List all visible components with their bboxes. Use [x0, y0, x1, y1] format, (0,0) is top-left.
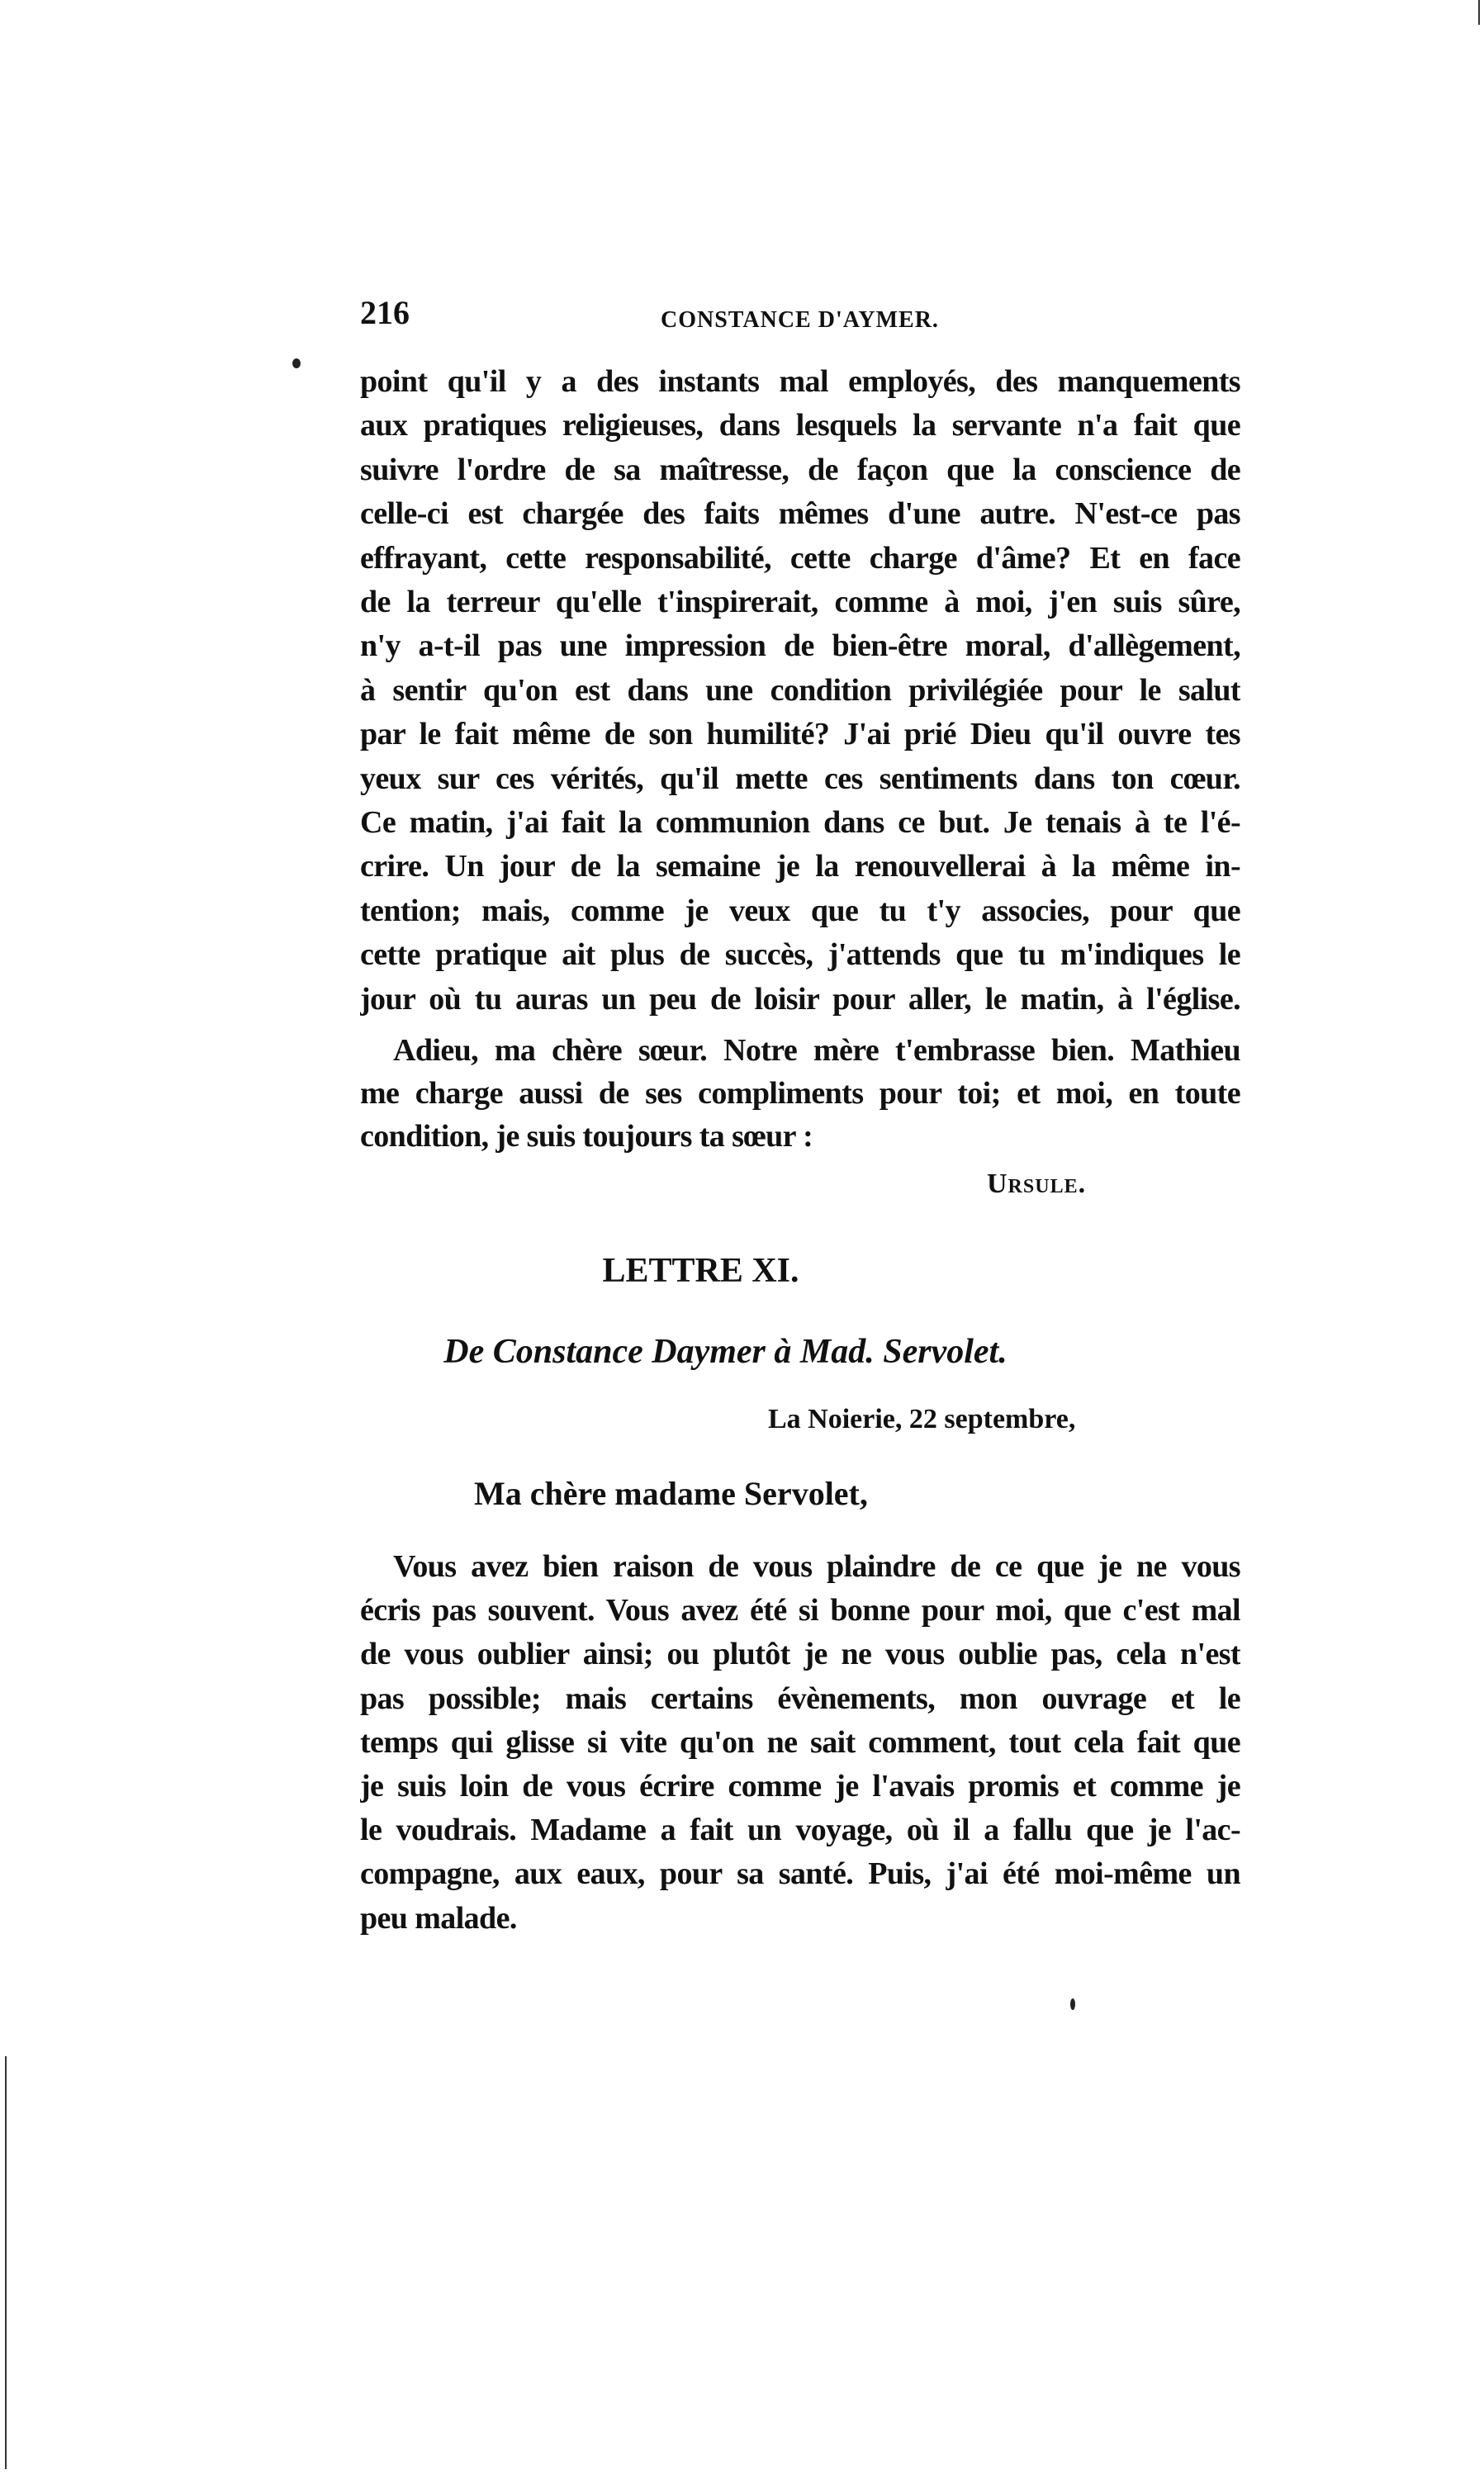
signature: Ursule.: [987, 1169, 1087, 1199]
text-line: le voudrais. Madame a fait un voyage, où il a fallu que je l'ac-: [360, 1813, 1240, 1848]
text-line: celle-ci est chargée des faits mêmes d'une autre. N'est-ce pas: [360, 496, 1240, 532]
ink-speck: [292, 358, 301, 368]
text-line: condition, je suis toujours ta sœur :: [360, 1119, 813, 1154]
salutation: Ma chère madame Servolet,: [474, 1475, 868, 1512]
text-line: par le fait même de son humilité? J'ai prié Dieu qu'il ouvre tes: [360, 717, 1240, 752]
text-line: je suis loin de vous écrire comme je l'avais promis et comme je: [360, 1769, 1240, 1804]
text-line: Ce matin, j'ai fait la communion dans ce but. Je tenais à te l'é-: [360, 805, 1240, 840]
page-edge-mark: [1478, 0, 1480, 25]
text-line: compagne, aux eaux, pour sa santé. Puis, j'ai été moi-même un: [360, 1856, 1240, 1892]
text-line: temps qui glisse si vite qu'on ne sait comment, tout cela fait que: [360, 1724, 1240, 1760]
text-line: point qu'il y a des instants mal employés, des manquements: [360, 364, 1240, 399]
text-line: pas possible; mais certains évènements, mon ouvrage et le: [360, 1680, 1240, 1716]
text-line: peu malade.: [360, 1900, 517, 1936]
page-number: 216: [360, 294, 410, 331]
letter-title: LETTRE XI.: [602, 1252, 799, 1290]
dateline: La Noierie, 22 septembre,: [768, 1404, 1076, 1434]
text-line: me charge aussi de ses compliments pour toi; et moi, en toute: [360, 1076, 1240, 1111]
text-line: effrayant, cette responsabilité, cette charge d'âme? Et en face: [360, 540, 1240, 576]
text-line: crire. Un jour de la semaine je la renouvellerai à la même in-: [360, 849, 1240, 884]
letter-subtitle: De Constance Daymer à Mad. Servolet.: [443, 1333, 1008, 1371]
text-line: Adieu, ma chère sœur. Notre mère t'embrasse bien. Mathieu: [393, 1033, 1240, 1068]
text-line: de la terreur qu'elle t'inspirerait, comme à moi, j'en suis sûre,: [360, 585, 1240, 619]
running-title: CONSTANCE D'AYMER.: [661, 307, 939, 333]
text-line: à sentir qu'on est dans une condition privilégiée pour le salut: [360, 672, 1240, 708]
text-line: de vous oublier ainsi; ou plutôt je ne vous oublie pas, cela n'est: [360, 1637, 1240, 1672]
text-line: Vous avez bien raison de vous plaindre de ce que je ne vous: [393, 1549, 1240, 1584]
page-edge-mark: [5, 2056, 7, 2469]
text-line: écris pas souvent. Vous avez été si bonne pour moi, que c'est mal: [360, 1593, 1240, 1628]
text-line: suivre l'ordre de sa maîtresse, de façon que la conscience de: [360, 452, 1240, 487]
text-line: aux pratiques religieuses, dans lesquels la servante n'a fait que: [360, 408, 1240, 443]
text-line: tention; mais, comme je veux que tu t'y associes, pour que: [360, 893, 1240, 928]
text-line: n'y a-t-il pas une impression de bien-être moral, d'allègement,: [360, 628, 1240, 664]
text-line: yeux sur ces vérités, qu'il mette ces sentiments dans ton cœur.: [360, 761, 1240, 796]
text-line: jour où tu auras un peu de loisir pour aller, le matin, à l'église.: [360, 981, 1240, 1017]
text-line: cette pratique ait plus de succès, j'attends que tu m'indiques le: [360, 937, 1240, 973]
ink-speck: [1070, 1998, 1075, 2010]
